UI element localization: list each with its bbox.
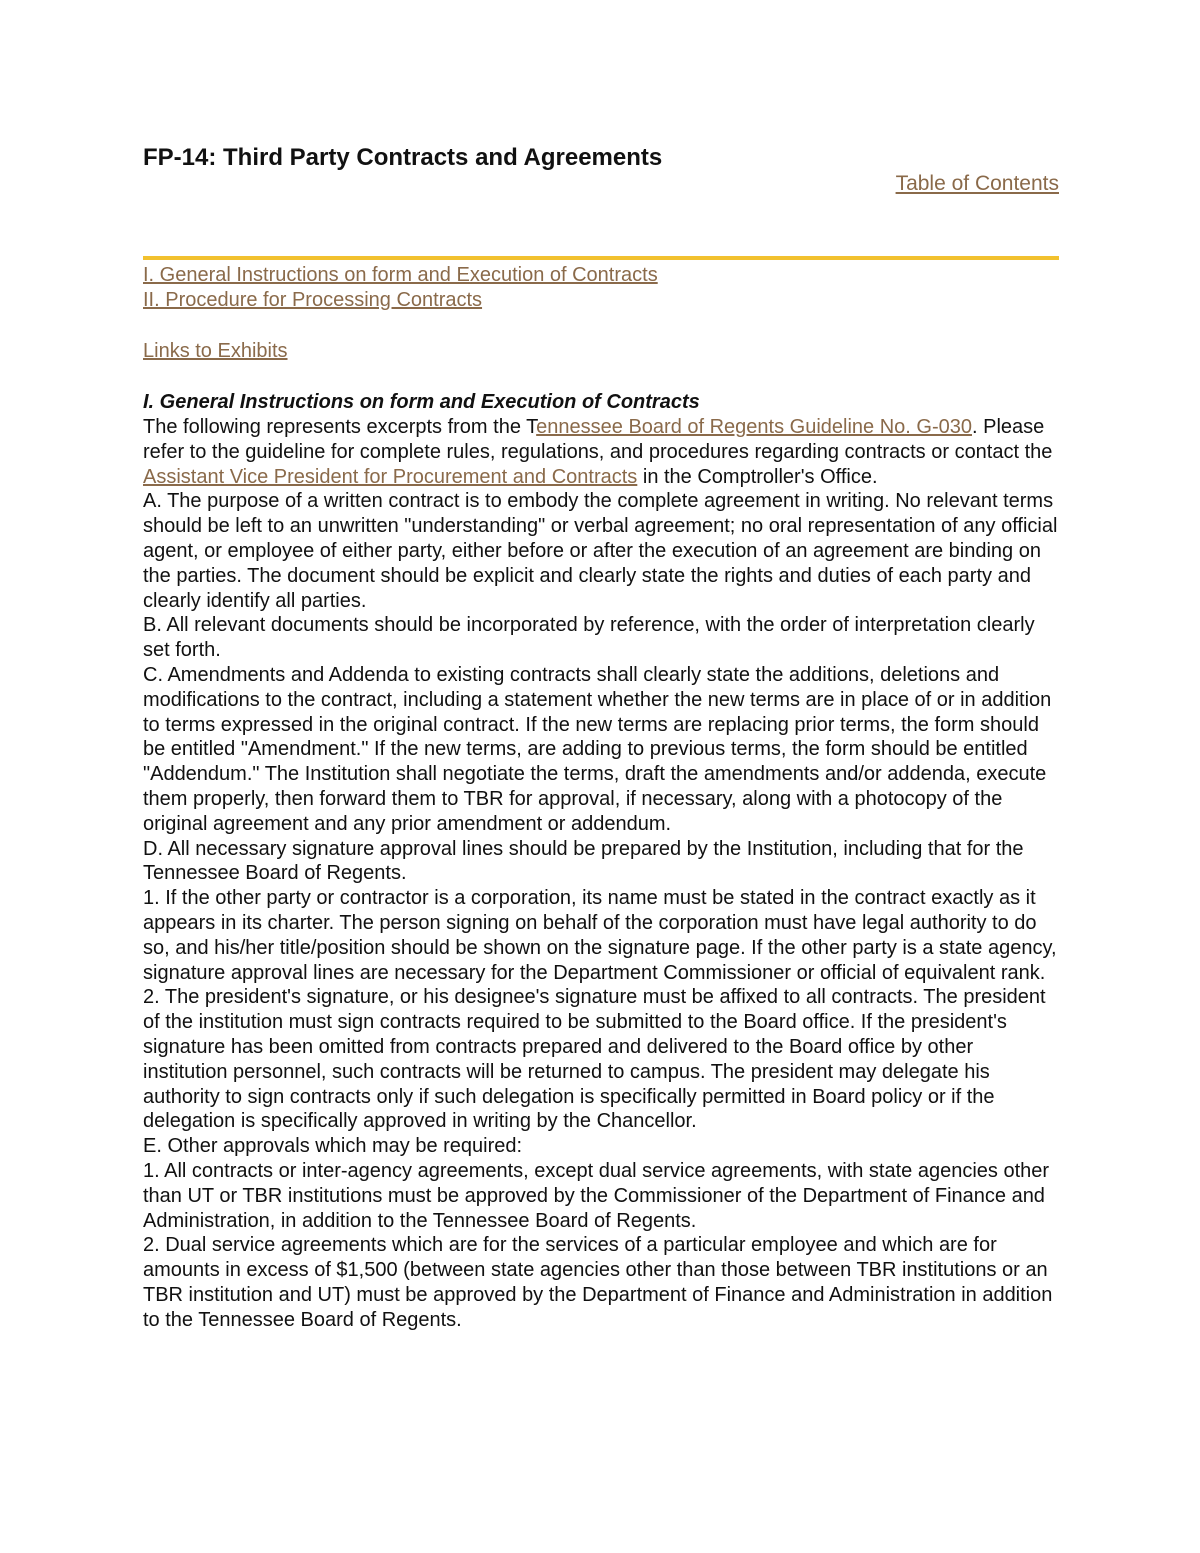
paragraph-e2: 2. Dual service agreements which are for the services of a particular employee and which are for amounts in excess of $1,500 (between state agencies other than those between TBR institutions or an TBR institution and UT) must be approved by the Department of Finance and Administration in addition to the Tennessee Board of Regents. <box>143 1234 1053 1331</box>
paragraph-c: C. Amendments and Addenda to existing contracts shall clearly state the additions, deletions and modifications to the contract, including a statement whether the new terms are in place of or in addition to terms expressed in the original contract. If the new terms are replacing prior terms, the form should be entitled "Amendment." If the new terms, are adding to previous terms, the form should be entitled "Addendum." The Institution shall negotiate the terms, draft the amendments and/or addenda, execute them properly, then forward them to TBR for approval, if necessary, along with a photocopy of the original agreement and any prior amendment or addendum. <box>143 663 1052 835</box>
section-divider <box>143 256 1059 260</box>
intro-text-3: in the Comptroller's Office. <box>637 465 878 488</box>
toc-list <box>143 263 658 313</box>
intro-paragraph <box>143 415 1063 489</box>
paragraph-d1: 1. If the other party or contractor is a corporation, its name must be stated in the contract exactly as it appears in its charter. The person signing on behalf of the corporation must have legal authority to do so, and his/her title/position should be shown on the signature page. If the other party is a state agency, signature approval lines are necessary for the Department Commissioner or official of equivalent rank. <box>143 887 1057 984</box>
exhibits-link[interactable]: Links to Exhibits <box>143 340 288 362</box>
section-general-instructions <box>143 390 1063 1332</box>
paragraph-a: A. The purpose of a written contract is to embody the complete agreement in writing. No relevant terms should be left to an unwritten "understanding" or verbal agreement; no oral representation of any official agent, or employee of either party, either before or after the execution of an agreement are binding on the parties. The document should be explicit and clearly state the rights and duties of each party and clearly identify all parties. <box>143 490 1058 612</box>
paragraph-b: B. All relevant documents should be incorporated by reference, with the order of interpretation clearly set forth. <box>143 614 1035 662</box>
toc-link-general-instructions[interactable]: I. General Instructions on form and Execution of Contracts <box>143 264 658 286</box>
table-of-contents-link[interactable]: Table of Contents <box>895 172 1059 195</box>
paragraph-d2: 2. The president's signature, or his designee's signature must be affixed to all contracts. The president of the institution must sign contracts required to be submitted to the Board office. If the president's signature has been omitted from contracts prepared and delivered to the Board office by other institution personnel, such contracts will be returned to campus. The president may delegate his authority to sign contracts only if such delegation is specifically permitted in Board policy or if the delegation is specifically approved in writing by the Chancellor. <box>143 986 1046 1133</box>
paragraph-e1: 1. All contracts or inter-agency agreements, except dual service agreements, with state agencies other than UT or TBR institutions must be approved by the Commissioner of the Department of Finance and Administration, in addition to the Tennessee Board of Regents. <box>143 1159 1050 1232</box>
section-heading: I. General Instructions on form and Execution of Contracts <box>143 391 700 413</box>
intro-text-1: The following represents excerpts from the T <box>143 416 537 438</box>
assistant-vp-procurement-link[interactable]: Assistant Vice President for Procurement and Contracts <box>143 465 638 488</box>
paragraph-d: D. All necessary signature approval lines should be prepared by the Institution, including that for the Tennessee Board of Regents. <box>143 837 1024 885</box>
toc-link-procedure[interactable]: II. Procedure for Processing Contracts <box>143 289 483 311</box>
intro-text-2: . Please refer to the guideline for complete rules, regulations, and procedures regarding contracts or contact the <box>143 416 1053 463</box>
page-title: FP-14: Third Party Contracts and Agreements <box>143 144 663 171</box>
paragraph-e: E. Other approvals which may be required: <box>143 1135 523 1158</box>
guideline-g030-link[interactable]: ennessee Board of Regents Guideline No. G-030 <box>536 416 972 438</box>
